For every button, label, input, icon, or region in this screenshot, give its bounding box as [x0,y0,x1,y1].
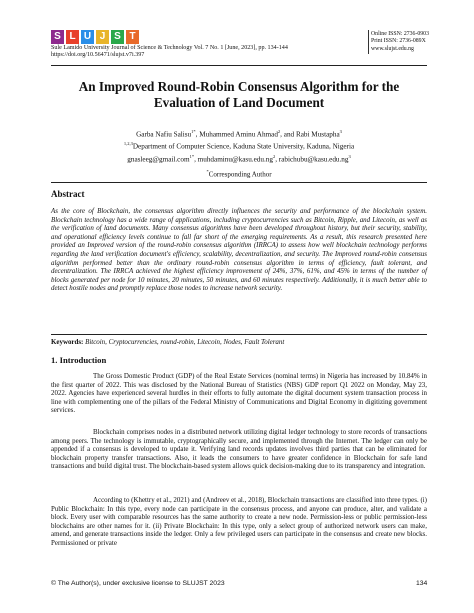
author-3: , and Rabi Mustapha [280,130,340,139]
affiliation-sup: 1,2,3 [123,141,133,147]
corresponding-text: Corresponding Author [208,170,272,179]
issn-print: Print ISSN: 2736-089X [371,38,426,45]
abstract-text: As the core of Blockchain, the consensus algorithm directly influences the security and performance of the blockchain system. Blockchain technology has a wide range of applications, including cryptocurrencies such as Bitcoin, Ripple, and Litecoin, as well as the verification of land documents. Many consensus algorithms have been developed throughout history, but their security, stability, and operational efficiency levels continue to fall far short of the emerging requirements. As a result, this research presented here provided an Improved version of the round-robin consensus algorithm (IRRCA) to assess how well blockchain technology performs regarding the land verification document's efficiency, scalability, decentralization, and security. The Improved round-robin consensus algorithm performed better than the ordinary round-robin consensus algorithm in terms of efficiency, fault tolerant, and decentralization. The IRRCA achieved the highest efficiency improvement of 24%, 37%, 61%, and 45% in terms of the number of blocks generated per node for 10 minutes, 20 minutes, 50 minutes, and 60 minutes respectively. Additionally, it is much better able to detect hostile nodes and promptly replace those nodes to increase network security. [51,207,427,293]
affiliation [51,139,427,151]
author-emails [51,152,427,164]
introduction-heading: 1. Introduction [51,355,107,365]
email-3-sup: 3 [348,153,351,159]
section-rule [51,334,427,335]
email-2-sup: 2 [272,153,276,159]
author-block [51,127,427,164]
paragraph-text: Blockchain comprises nodes in a distributed network utilizing digital ledger technology to store records of transactions among peers. The technology is immutable, cryptographically secure, and implemented through the Internet. The ledger can only be appended if a consensus is developed to update it. Verifying land records updates involves third parties that can be eliminated for blockchain property transfer transactions. Also, it leads the consumers to have greater confidence in Blockchain for safe land transactions and build digital trust. The blockchain-based system allows quick decision-making due to its transparency and integration. [51,428,427,471]
email-3[interactable]: , rabichubu@kasu.edu.ng [275,155,349,164]
header-rule [51,65,427,66]
abstract-heading: Abstract [51,189,85,199]
keywords [51,338,427,347]
paper-title: An Improved Round-Robin Consensus Algorithm for the Evaluation of Land Document [78,79,400,110]
logo-tile: S [51,30,64,44]
paragraph-text: The Gross Domestic Product (GDP) of the Real Estate Services (nominal terms) in Nigeria has increased by 10.84% in the first quarter of 2022. This was disclosed by the National Bureau of Statistics (NBS) GDP report Q1 2022 on Monday, May 23, 2022. Agencies have experienced several hurdles in their efforts to fully automate the digital document system transaction process in line with complementing one of the pillars of the Federal Ministry of Communications and Digital Economy in digitizing government services. [51,372,427,415]
corresponding-sup: * [206,169,209,174]
keywords-text: Bitcoin, Cryptocurrencies, round-robin, Litecoin, Nodes, Fault Tolerant [85,338,285,346]
author-names [51,127,427,139]
journal-citation [51,45,381,60]
issn-block [371,31,429,53]
page-number: 134 [416,580,428,587]
logo-tile: U [81,30,94,44]
website-link[interactable]: www.slujst.edu.ng [371,45,414,52]
issn-online: Online ISSN: 2736-0903 [371,31,429,37]
email-2[interactable]: , muhdaminu@kasu.edu.ng [194,155,273,164]
section-rule [51,182,427,183]
logo-tile: L [66,30,79,44]
author-2-sup: 2 [277,129,281,134]
email-1[interactable]: gnasleeg@gmail.com [127,155,190,164]
intro-paragraph-2 [51,428,427,471]
keywords-label: Keywords: [51,338,84,346]
logo-tile: S [111,30,124,44]
issn-divider [368,30,369,54]
journal-line: Sule Lamido University Journal of Science & Technology Vol. 7 No. 1 [June, 2023], pp. 134-144 [51,45,288,51]
paragraph-text: According to (Khettry et al., 2021) and (Andreev et al., 2018), Blockchain transactions are classified into three types. (i) Public Blockchain: In this type, every node can participate in the consensus process, and anyone can produce, alter, and validate a block. Every user with comparable resources has the same authority to create a new node. Permission-less or public permission-less blockchains are other names for it. (ii) Private Blockchain: In this type, only a select group of authorized network users can make, amend, and generate transactions inside the ledger. Only a few privileged users can participate in the consensus and create new blocks. Permissioned or private [51,496,427,547]
logo-tile: T [126,30,139,44]
affiliation-text: Department of Computer Science, Kaduna State University, Kaduna, Nigeria [132,142,355,151]
email-1-sup: 1* [189,153,195,159]
journal-logo [51,30,139,44]
corresponding-author-note [51,169,427,178]
intro-paragraph-3 [51,496,427,548]
author-3-sup: 3 [339,129,342,134]
doi-link[interactable]: https://doi.org/10.56471/slujst.v7i.397 [51,52,145,59]
author-2: , Muhammed Aminu Ahmad [195,130,278,139]
copyright-footer: © The Author(s), under exclusive license to SLUJST 2023 [51,580,225,587]
logo-tile: J [96,30,109,44]
intro-paragraph-1 [51,372,427,415]
author-1-sup: 1* [191,129,196,134]
author-1: Garba Nafiu Salisu [136,130,192,139]
